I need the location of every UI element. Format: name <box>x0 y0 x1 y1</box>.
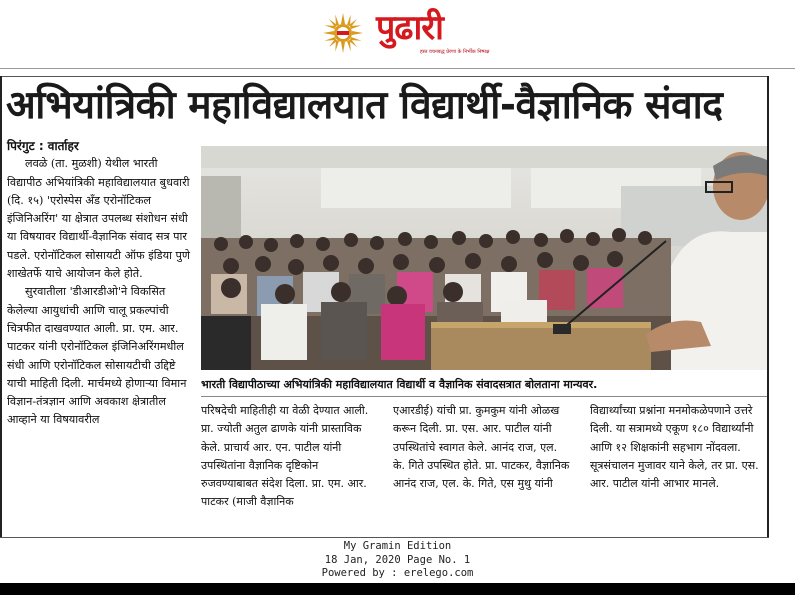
article-paragraph: सुरवातीला 'डीआरडीओ'ने विकसित केलेल्या आयुधांची आणि चालू प्रकल्पांची चित्रफीत दाखवण्यात आली. प्रा. एम. आर. पाटकर यांनी एरोनॉटिकल इंजिनिअरिंगमधील संधी आणि एरोनॉटिकल सोसायटीची उद्दिष्टे याची माहिती दिली. मार्चमध्ये होणाऱ्या विमान विज्ञान-तंत्रज्ञान आणि अवकाश क्षेत्रातील आव्हाने या विषयावरील <box>7 285 187 427</box>
edition-date-page: 18 Jan, 2020 Page No. 1 <box>324 553 471 566</box>
article-headline: अभियांत्रिकी महाविद्यालयात विद्यार्थी-वैज्ञानिक संवाद <box>6 83 723 128</box>
article-right-border <box>767 76 769 538</box>
sunburst-emblem-icon <box>322 12 364 54</box>
article-left-border <box>0 76 2 538</box>
article-paragraph: एआरडीई) यांची प्रा. कुमकुम यांनी ओळख करून दिली. प्रा. एस. आर. पाटील यांनी उपस्थितांचे स्वागत केले. आनंद राज, एल. के. गिते उपस्थित होते. प्रा. पाटकर, वैज्ञानिक आनंद राज, एल. के. गिते, एस मुथु यांनी <box>393 404 570 491</box>
article-column <box>590 402 766 493</box>
article-column <box>201 402 378 512</box>
logo-tagline: हस्त वचनबद्ध प्रेरणा के निर्भीक निष्पक्ष <box>420 49 490 55</box>
article-top-border <box>0 76 769 77</box>
masthead <box>0 0 795 66</box>
powered-by-link[interactable]: Powered by : erelego.com <box>321 567 474 579</box>
caption-divider <box>201 396 767 397</box>
article-paragraph: लवळे (ता. मुळशी) येथील भारती विद्यापीठ अभियांत्रिकी महाविद्यालयात बुधवारी (दि. १५) 'एरोस्पेस अँड एरोनॉटिकल इंजिनिअरिंग' या क्षेत्रात उपलब्ध संशोधन संधी या विषयावर विद्यार्थी-वैज्ञानिक संवाद सत्र पार पडले. एरोनॉटिकल सोसायटी ऑफ इंडिया पुणे शाखेतर्फे याचे आयोजन केले होते. <box>7 157 190 281</box>
article-photo <box>201 146 767 370</box>
article-column-left <box>7 137 193 430</box>
edition-name: My Gramin Edition <box>343 540 452 552</box>
newspaper-logo: पुढारी <box>376 8 443 48</box>
article-paragraph: परिषदेची माहितीही या वेळी देण्यात आली. प्रा. ज्योती अतुल ढाणके यांनी प्रास्ताविक केले. प्राचार्य आर. एन. पाटील यांनी उपस्थितांना वैज्ञानिक दृष्टिकोन रुजवण्याबाबत संदेश दिला. प्रा. एम. आर. पाटकर (माजी वैज्ञानिक <box>201 404 369 509</box>
masthead-divider <box>0 68 795 69</box>
article-dateline: पिरंगुट : वार्ताहर <box>7 139 79 153</box>
bottom-bar <box>0 583 795 595</box>
article-paragraph: विद्यार्थ्यांच्या प्रश्नांना मनमोकळेपणाने उत्तरे दिली. या सत्रामध्ये एकूण १८० विद्यार्थ्यांनी आणि १२ शिक्षकांनी सहभाग नोंदवला. सूत्रसंचालन मुजावर याने केले, तर प्रा. एस. आर. पाटील यांनी आभार मानले. <box>590 404 759 491</box>
article-column <box>393 402 572 493</box>
photo-caption: भारती विद्यापीठाच्या अभियांत्रिकी महाविद्यालयात विद्यार्थी व वैज्ञानिक संवादसत्रात बोलताना मान्यवर. <box>201 378 598 391</box>
article-bottom-border <box>0 537 769 538</box>
edition-footer <box>0 540 795 581</box>
